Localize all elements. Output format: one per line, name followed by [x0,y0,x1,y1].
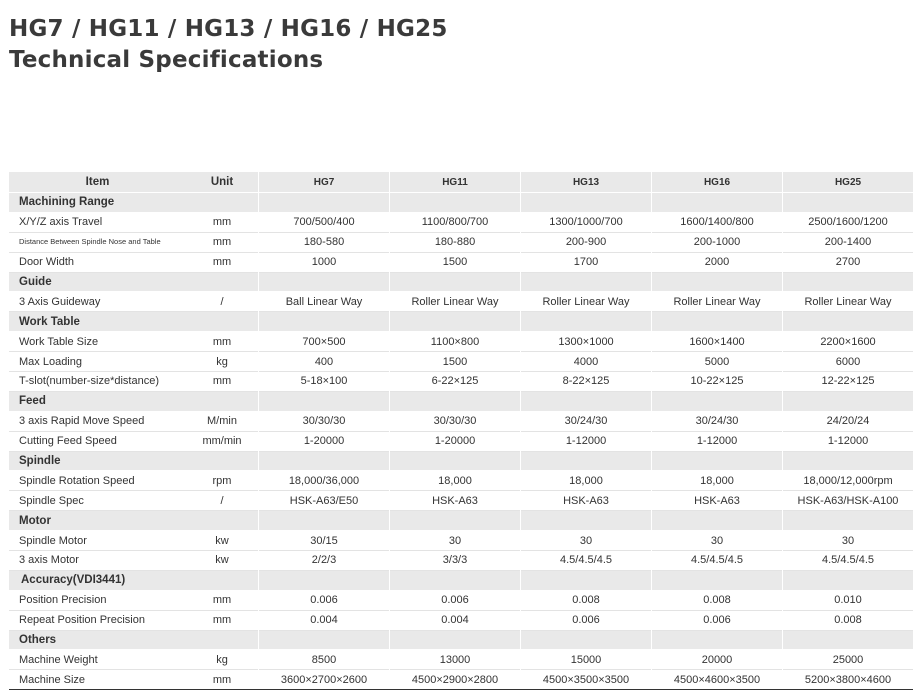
row-item-label: Machine Weight [9,650,186,670]
row-unit: kg [186,650,258,670]
table-row [9,411,913,431]
row-unit: rpm [186,471,258,491]
section-label: Guide [9,272,186,292]
row-unit: kg [186,352,258,372]
section-label: Spindle [9,451,186,471]
row-item-label: Max Loading [9,352,186,372]
row-unit: / [186,292,258,312]
row-item-label: Machine Size [9,670,186,690]
row-value-hg7: 30/15 [259,531,389,551]
row-value-hg13: 8-22×125 [521,372,651,392]
header-model-hg13: HG13 [521,172,651,193]
section-row [9,391,913,411]
section-label: Work Table [9,312,186,332]
table-header-row [9,172,913,193]
row-unit: mm [186,232,258,252]
row-value-hg16: Roller Linear Way [652,292,782,312]
row-value-hg16: 4.5/4.5/4.5 [652,551,782,571]
row-value-hg13: 0.008 [521,590,651,610]
section-row [9,193,913,213]
row-unit: mm [186,212,258,232]
row-value-hg25: 6000 [783,352,913,372]
row-value-hg7: 1000 [259,252,389,272]
row-value-hg7: Ball Linear Way [259,292,389,312]
row-item-label: 3 axis Motor [9,551,186,571]
header-model-hg16: HG16 [652,172,782,193]
row-value-hg7: 0.004 [259,610,389,630]
row-value-hg11: 4500×2900×2800 [390,670,520,690]
row-item-label: Work Table Size [9,332,186,352]
section-row [9,570,913,590]
row-value-hg11: 180-880 [390,232,520,252]
row-value-hg16: 1600/1400/800 [652,212,782,232]
row-value-hg25: 2500/1600/1200 [783,212,913,232]
row-unit: mm [186,252,258,272]
row-value-hg7: 3600×2700×2600 [259,670,389,690]
row-unit: / [186,491,258,511]
row-value-hg13: 1-12000 [521,431,651,451]
table-row [9,431,913,451]
row-value-hg13: 4500×3500×3500 [521,670,651,690]
spec-table-body [9,193,913,690]
table-row [9,650,913,670]
row-item-label: Spindle Spec [9,491,186,511]
row-value-hg16: HSK-A63 [652,491,782,511]
row-value-hg25: 5200×3800×4600 [783,670,913,690]
row-item-label: Distance Between Spindle Nose and Table [9,232,186,252]
row-value-hg7: 1-20000 [259,431,389,451]
section-label: Feed [9,391,186,411]
header-model-hg25: HG25 [783,172,913,193]
row-value-hg11: 1100×800 [390,332,520,352]
header-model-hg11: HG11 [390,172,520,193]
row-value-hg25: 2700 [783,252,913,272]
row-item-label: Door Width [9,252,186,272]
row-value-hg13: 4000 [521,352,651,372]
row-value-hg25: 18,000/12,000rpm [783,471,913,491]
row-value-hg7: 5-18×100 [259,372,389,392]
row-unit: M/min [186,411,258,431]
table-row [9,352,913,372]
row-value-hg16: 5000 [652,352,782,372]
table-row [9,531,913,551]
row-value-hg7: 8500 [259,650,389,670]
row-value-hg16: 200-1000 [652,232,782,252]
row-value-hg13: 1700 [521,252,651,272]
row-value-hg11: 3/3/3 [390,551,520,571]
row-item-label: T-slot(number-size*distance) [9,372,186,392]
title-subtitle: Technical Specifications [9,47,324,73]
section-row [9,312,913,332]
row-value-hg25: HSK-A63/HSK-A100 [783,491,913,511]
row-value-hg7: 0.006 [259,590,389,610]
row-value-hg25: 0.010 [783,590,913,610]
section-label: Machining Range [9,193,186,213]
row-value-hg7: 18,000/36,000 [259,471,389,491]
row-value-hg7: 700/500/400 [259,212,389,232]
row-value-hg25: 4.5/4.5/4.5 [783,551,913,571]
row-value-hg7: HSK-A63/E50 [259,491,389,511]
row-value-hg16: 4500×4600×3500 [652,670,782,690]
row-value-hg11: 1500 [390,252,520,272]
row-unit: mm [186,590,258,610]
table-row [9,590,913,610]
row-value-hg13: Roller Linear Way [521,292,651,312]
table-row [9,232,913,252]
row-value-hg25: 25000 [783,650,913,670]
table-row [9,332,913,352]
row-value-hg16: 18,000 [652,471,782,491]
row-item-label: Cutting Feed Speed [9,431,186,451]
row-item-label: Repeat Position Precision [9,610,186,630]
row-value-hg13: 1300×1000 [521,332,651,352]
row-value-hg16: 30/24/30 [652,411,782,431]
row-value-hg13: 18,000 [521,471,651,491]
row-value-hg11: 0.004 [390,610,520,630]
row-value-hg7: 180-580 [259,232,389,252]
row-value-hg11: 1-20000 [390,431,520,451]
row-value-hg13: 15000 [521,650,651,670]
row-value-hg11: 6-22×125 [390,372,520,392]
header-item: Item [9,172,186,193]
row-item-label: Spindle Motor [9,531,186,551]
section-row [9,451,913,471]
row-value-hg25: 30 [783,531,913,551]
row-value-hg11: 30/30/30 [390,411,520,431]
row-value-hg25: 200-1400 [783,232,913,252]
row-value-hg11: HSK-A63 [390,491,520,511]
section-row [9,630,913,650]
row-item-label: Spindle Rotation Speed [9,471,186,491]
row-value-hg11: 13000 [390,650,520,670]
spec-table [9,172,913,690]
row-value-hg11: 1100/800/700 [390,212,520,232]
row-value-hg11: 18,000 [390,471,520,491]
table-row [9,212,913,232]
section-row [9,272,913,292]
row-value-hg16: 10-22×125 [652,372,782,392]
row-value-hg16: 2000 [652,252,782,272]
table-row [9,551,913,571]
row-value-hg25: 2200×1600 [783,332,913,352]
table-row [9,670,913,690]
row-value-hg13: 1300/1000/700 [521,212,651,232]
row-value-hg11: 0.006 [390,590,520,610]
row-item-label: 3 Axis Guideway [9,292,186,312]
table-row [9,372,913,392]
table-row [9,471,913,491]
row-value-hg16: 1600×1400 [652,332,782,352]
row-item-label: 3 axis Rapid Move Speed [9,411,186,431]
table-row [9,292,913,312]
row-value-hg7: 400 [259,352,389,372]
title-models: HG7 / HG11 / HG13 / HG16 / HG25 [9,16,448,42]
row-unit: mm [186,670,258,690]
section-row [9,511,913,531]
row-value-hg7: 700×500 [259,332,389,352]
row-value-hg16: 0.008 [652,590,782,610]
row-unit: mm/min [186,431,258,451]
row-value-hg16: 1-12000 [652,431,782,451]
table-row [9,610,913,630]
row-value-hg13: 4.5/4.5/4.5 [521,551,651,571]
header-model-hg7: HG7 [259,172,389,193]
row-value-hg13: 0.006 [521,610,651,630]
row-value-hg25: 12-22×125 [783,372,913,392]
row-unit: mm [186,610,258,630]
row-value-hg11: 30 [390,531,520,551]
page-title [9,14,448,76]
row-value-hg25: Roller Linear Way [783,292,913,312]
row-unit: kw [186,551,258,571]
row-value-hg11: Roller Linear Way [390,292,520,312]
row-unit: mm [186,372,258,392]
row-value-hg13: HSK-A63 [521,491,651,511]
row-value-hg7: 30/30/30 [259,411,389,431]
row-value-hg7: 2/2/3 [259,551,389,571]
row-value-hg25: 24/20/24 [783,411,913,431]
section-label: Accuracy(VDI3441) [9,570,186,590]
row-value-hg11: 1500 [390,352,520,372]
table-row [9,491,913,511]
section-label: Others [9,630,186,650]
row-value-hg16: 0.006 [652,610,782,630]
section-label: Motor [9,511,186,531]
row-value-hg16: 30 [652,531,782,551]
table-row [9,252,913,272]
row-unit: mm [186,332,258,352]
row-item-label: Position Precision [9,590,186,610]
row-value-hg13: 30/24/30 [521,411,651,431]
row-value-hg25: 1-12000 [783,431,913,451]
header-unit: Unit [186,172,258,193]
row-value-hg25: 0.008 [783,610,913,630]
row-unit: kw [186,531,258,551]
row-item-label: X/Y/Z axis Travel [9,212,186,232]
row-value-hg13: 200-900 [521,232,651,252]
row-value-hg16: 20000 [652,650,782,670]
row-value-hg13: 30 [521,531,651,551]
